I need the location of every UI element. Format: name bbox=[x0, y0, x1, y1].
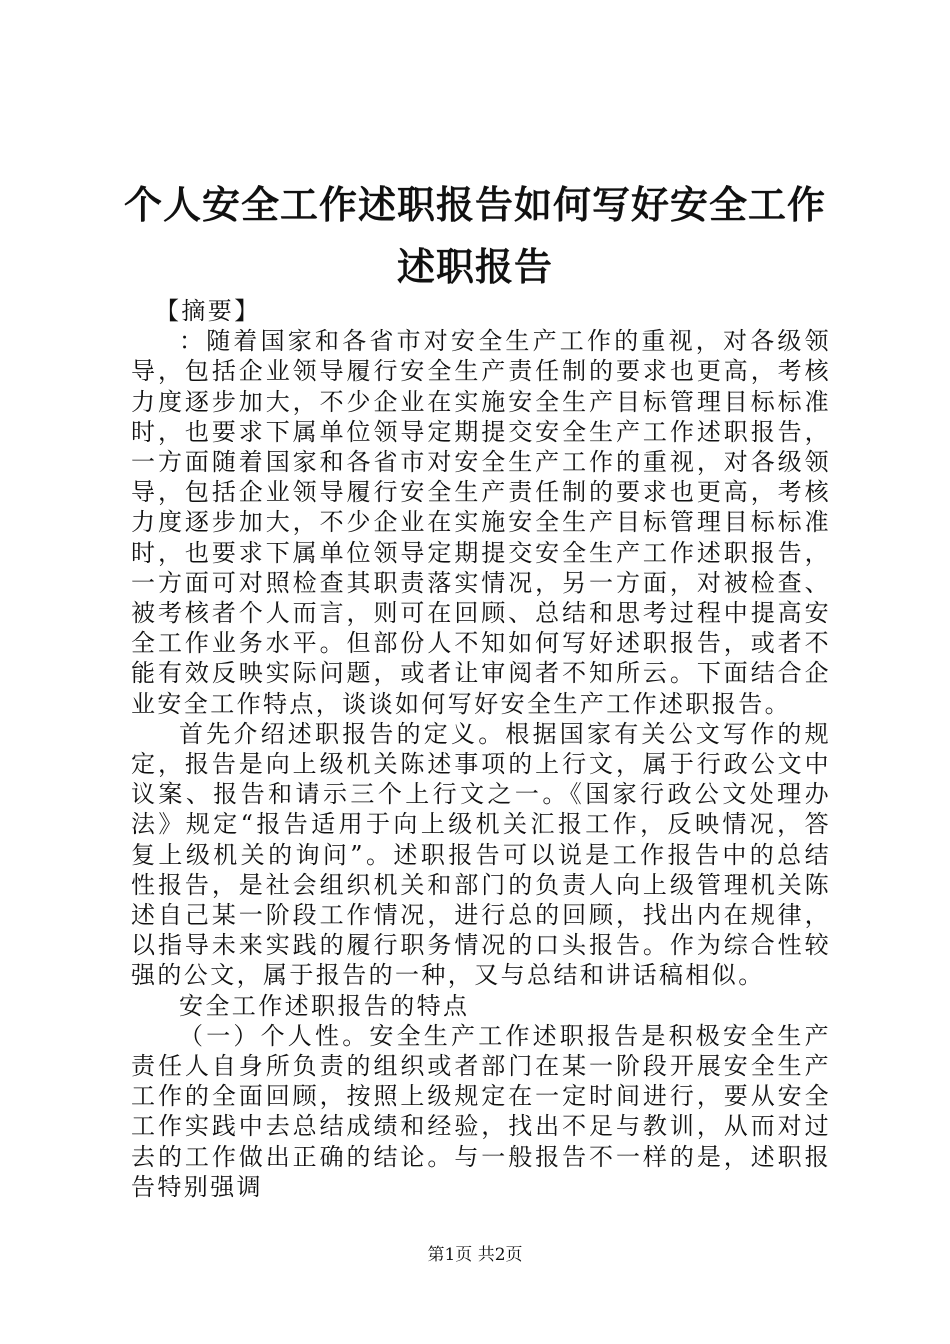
paragraph-personal: （一）个人性。安全生产工作述职报告是积极安全生产责任人自身所负责的组织或者部门在某一阶段开展安全生产工作的全面回顾，按照上级规定在一定时间进行，要从安全工作实践中去总结成绩和经验，找出不足与教训，从而对过去的工作做出正确的结论。与一般报告不一样的是，述职报告特别强调 bbox=[131, 1021, 831, 1201]
document-title: 个人安全工作述职报告如何写好安全工作述职报告 bbox=[123, 182, 826, 289]
abstract-heading: 【摘要】 bbox=[155, 297, 261, 325]
document-body bbox=[131, 296, 831, 1202]
section-heading-features: 安全工作述职报告的特点 bbox=[179, 991, 470, 1020]
page-number: 第1页 共2页 bbox=[427, 1245, 523, 1265]
paragraph-definition: 首先介绍述职报告的定义。根据国家有关公文写作的规定，报告是向上级机关陈述事项的上行文，属于行政公文中议案、报告和请示三个上行文之一。《国家行政公文处理办法》规定“报告适用于向上级机关汇报工作，反映情况，答复上级机关的询问”。述职报告可以说是工作报告中的总结性报告，是社会组织机关和部门的负责人向上级管理机关陈述自己某一阶段工作情况，进行总的回顾，找出内在规律，以指导未来实践的履行职务情况的口头报告。作为综合性较强的公文，属于报告的一种，又与总结和讲话稿相似。 bbox=[131, 719, 831, 990]
paragraph-abstract: ：随着国家和各省市对安全生产工作的重视，对各级领导，包括企业领导履行安全生产责任制的要求也更高，考核力度逐步加大，不少企业在实施安全生产目标管理目标标准时，也要求下属单位领导定期提交安全生产工作述职报告，一方面随着国家和各省市对安全生产工作的重视，对各级领导，包括企业领导履行安全生产责任制的要求也更高，考核力度逐步加大，不少企业在实施安全生产目标管理目标标准时，也要求下属单位领导定期提交安全生产工作述职报告，一方面可对照检查其职责落实情况，另一方面，对被检查、被考核者个人而言，则可在回顾、总结和思考过程中提高安全工作业务水平。但部份人不知如何写好述职报告，或者不能有效反映实际问题，或者让审阅者不知所云。下面结合企业安全工作特点，谈谈如何写好安全生产工作述职报告。 bbox=[131, 327, 831, 718]
